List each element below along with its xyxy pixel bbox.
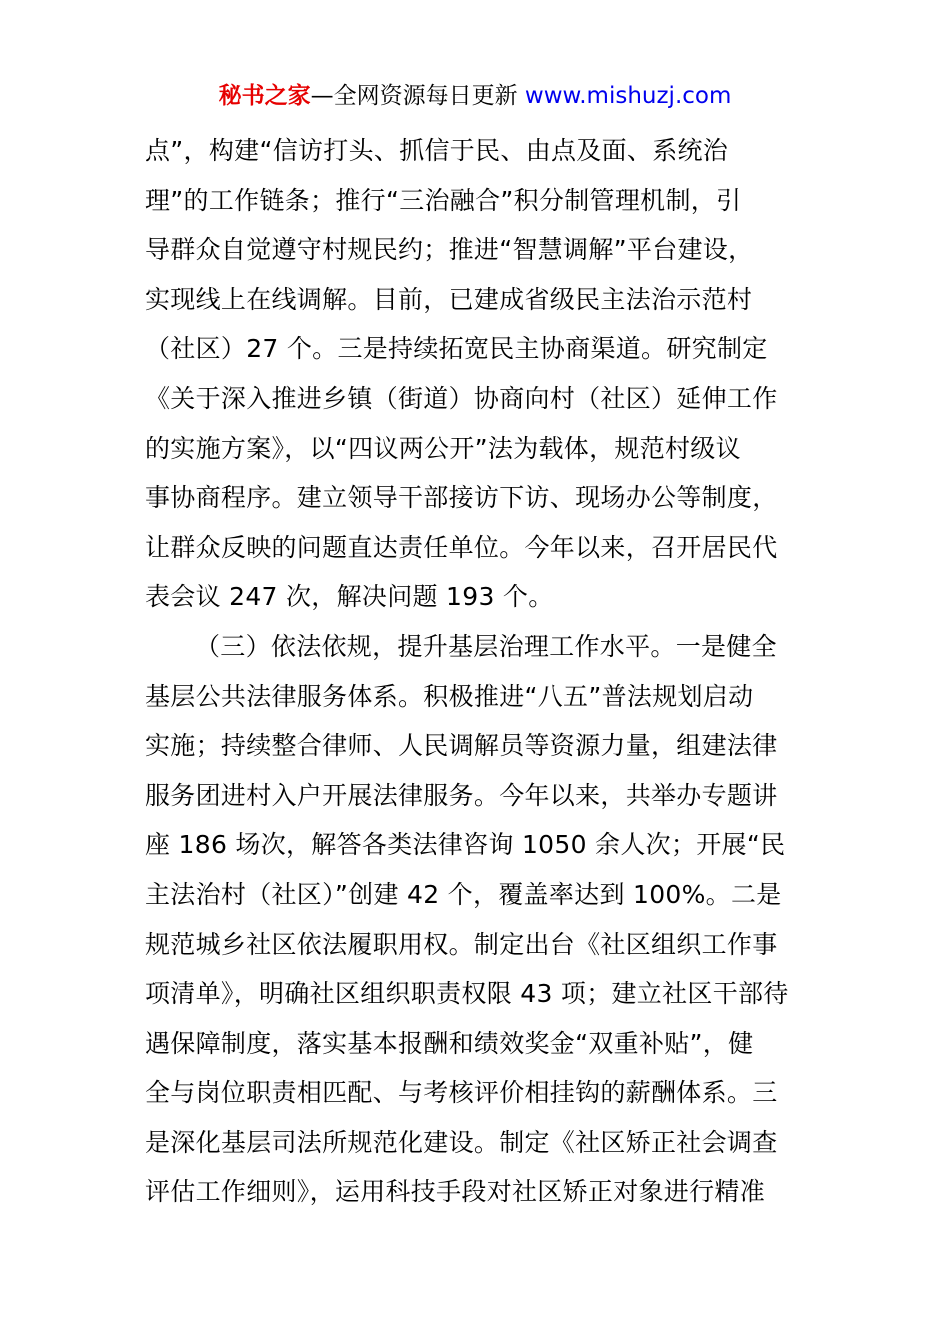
text-line: 事协商程序。建立领导干部接访下访、现场办公等制度， xyxy=(145,483,778,513)
text-line: 全与岗位职责相匹配、与考核评价相挂钩的薪酬体系。三 xyxy=(145,1078,778,1108)
text-line: 基层公共法律服务体系。积极推进“八五”普法规划启动 xyxy=(145,681,754,711)
text-line: 服务团进村入户开展法律服务。今年以来，共举办专题讲 xyxy=(145,780,778,810)
text-line: 理”的工作链条；推行“三治融合”积分制管理机制，引 xyxy=(145,185,742,215)
text-line: 规范城乡社区依法履职用权。制定出台《社区组织工作事 xyxy=(145,929,778,959)
text-line: 实施；持续整合律师、人民调解员等资源力量，组建法律 xyxy=(145,731,778,761)
text-line: 《关于深入推进乡镇（街道）协商向村（社区）延伸工作 xyxy=(145,383,778,413)
text-line: 实现线上在线调解。目前，已建成省级民主法治示范村 xyxy=(145,284,753,314)
text-line: 遇保障制度，落实基本报酬和绩效奖金“双重补贴”，健 xyxy=(145,1028,754,1058)
text-line: 是深化基层司法所规范化建设。制定《社区矫正社会调查 xyxy=(145,1127,778,1157)
site-tagline: —全网资源每日更新 xyxy=(310,83,525,109)
text-line: 的实施方案》，以“四议两公开”法为载体，规范村级议 xyxy=(145,433,741,463)
text-line: 项清单》，明确社区组织职责权限 43 项；建立社区干部待 xyxy=(145,979,789,1009)
text-line: 评估工作细则》，运用科技手段对社区矫正对象进行精准 xyxy=(145,1177,766,1207)
text-line: 点”，构建“信访打头、抓信于民、由点及面、系统治 xyxy=(145,136,729,165)
text-line: 主法治村（社区）”创建 42 个，覆盖率达到 100%。二是 xyxy=(145,879,782,909)
site-brand: 秘书之家 xyxy=(218,83,311,109)
document-body xyxy=(145,126,810,1217)
site-url[interactable]: www.mishuzj.com xyxy=(524,83,732,109)
page-header xyxy=(0,80,950,112)
text-line: 让群众反映的问题直达责任单位。今年以来，召开居民代 xyxy=(145,532,778,562)
text-line: 表会议 247 次，解决问题 193 个。 xyxy=(145,582,554,612)
text-line: 座 186 场次，解答各类法律咨询 1050 余人次；开展“民 xyxy=(145,830,786,860)
section-heading-line: （三）依法依规，提升基层治理工作水平。一是健全 xyxy=(195,631,777,661)
text-line: 导群众自觉遵守村规民约；推进“智慧调解”平台建设， xyxy=(145,235,754,265)
text-line: （社区）27 个。三是持续拓宽民主协商渠道。研究制定 xyxy=(145,334,768,364)
